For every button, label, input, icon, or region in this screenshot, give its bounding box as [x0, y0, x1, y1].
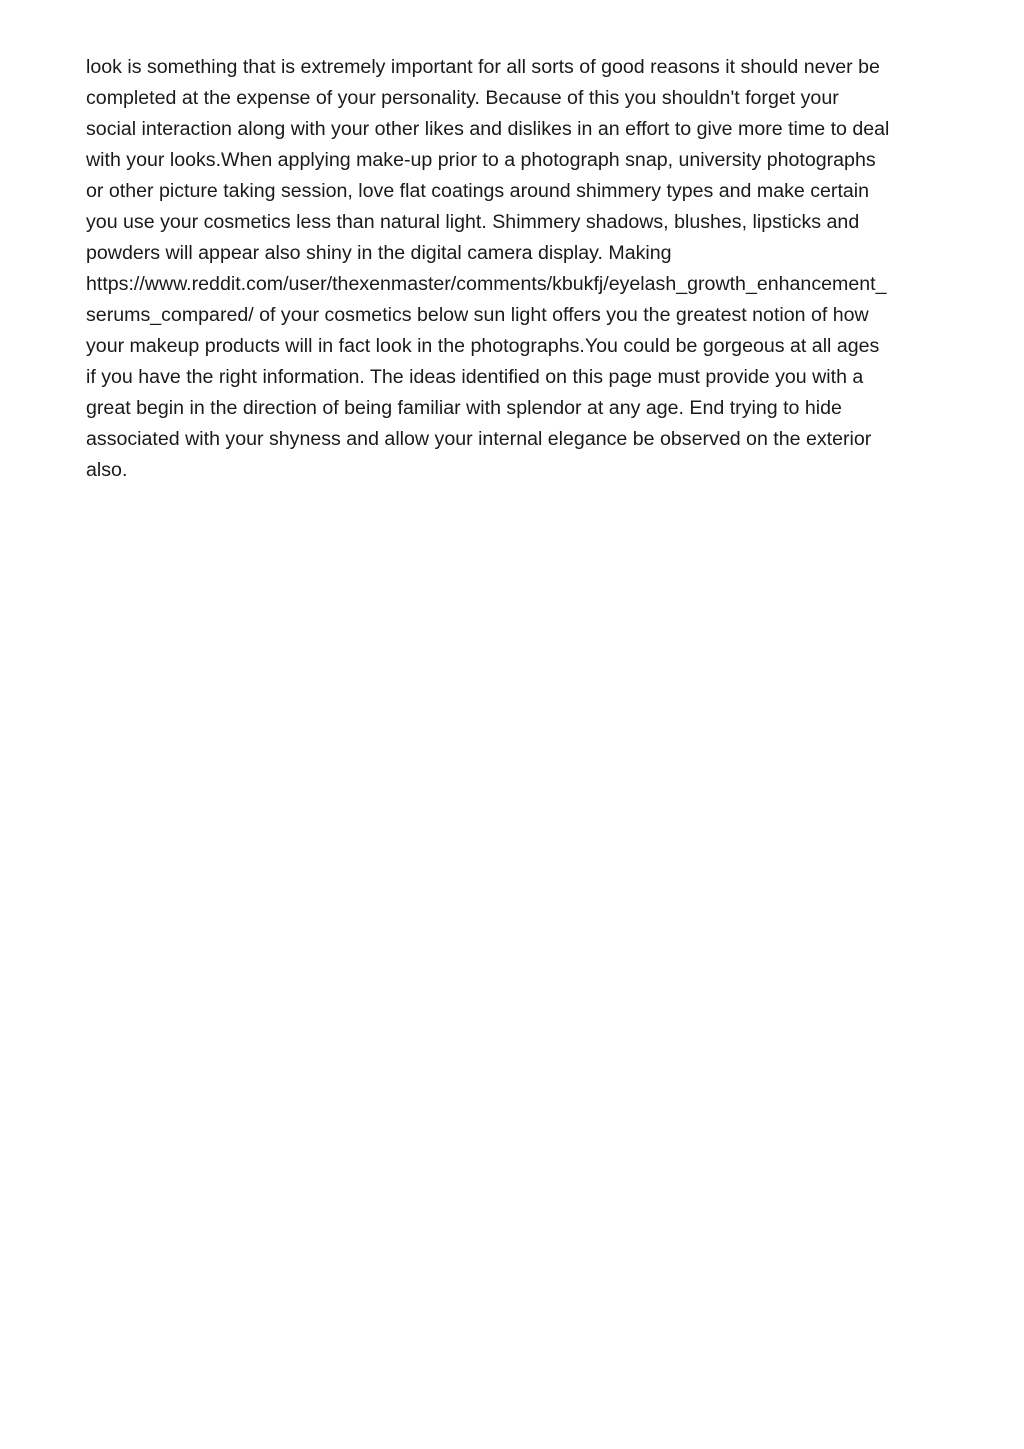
paragraph-line: look is something that is extremely important for all sorts of good reasons it should never be	[86, 56, 880, 78]
paragraph-line: your makeup products will in fact look in the photographs.You could be gorgeous at all ages	[86, 335, 880, 357]
url-line: https://www.reddit.com/user/thexenmaster/comments/kbukfj/eyelash_growth_enhancement_	[86, 273, 887, 295]
paragraph-line: also.	[86, 459, 128, 481]
paragraph-line: completed at the expense of your personality. Because of this you shouldn't forget your	[86, 87, 839, 109]
paragraph-line: serums_compared/ of your cosmetics below sun light offers you the greatest notion of how	[86, 304, 869, 326]
paragraph-line: powders will appear also shiny in the digital camera display. Making	[86, 242, 672, 264]
body-paragraph	[86, 52, 946, 486]
paragraph-line: associated with your shyness and allow your internal elegance be observed on the exterior	[86, 428, 872, 450]
paragraph-line: with your looks.When applying make-up prior to a photograph snap, university photographs	[86, 149, 876, 171]
paragraph-line: great begin in the direction of being familiar with splendor at any age. End trying to hide	[86, 397, 842, 419]
paragraph-line: if you have the right information. The ideas identified on this page must provide you with a	[86, 366, 864, 388]
paragraph-line: or other picture taking session, love flat coatings around shimmery types and make certain	[86, 180, 870, 202]
paragraph-line: social interaction along with your other likes and dislikes in an effort to give more time to deal	[86, 118, 890, 140]
paragraph-line: you use your cosmetics less than natural light. Shimmery shadows, blushes, lipsticks and	[86, 211, 860, 233]
